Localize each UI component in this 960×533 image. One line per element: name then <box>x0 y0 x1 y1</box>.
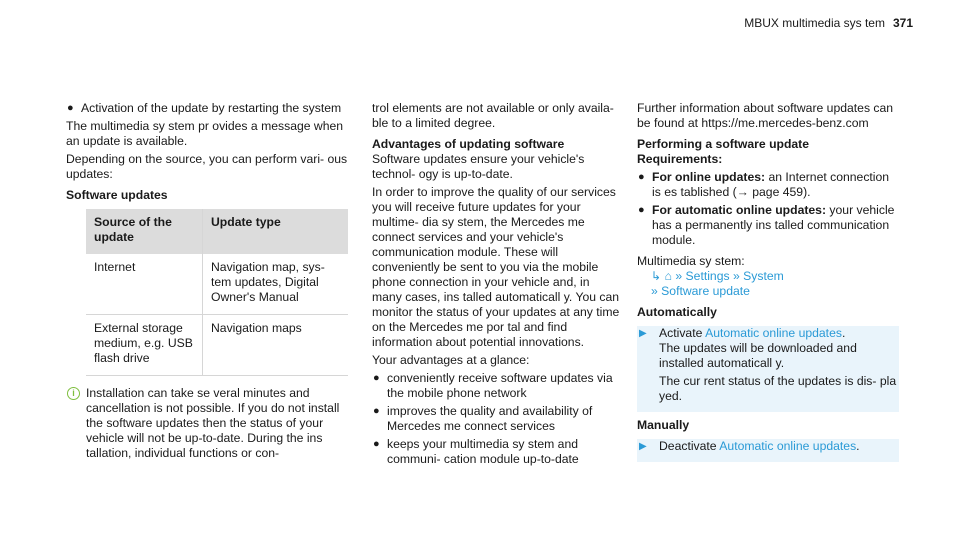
step-text: Activate <box>659 326 706 340</box>
list-item <box>372 437 622 467</box>
paragraph: Multimedia sy stem: <box>637 254 745 268</box>
table-row <box>86 315 348 376</box>
step-text: . <box>856 439 860 453</box>
path-settings: Settings <box>685 269 730 283</box>
instruction-step <box>637 439 899 462</box>
paragraph: Depending on the source, you can perform vari- ous updates: <box>66 152 348 181</box>
bullet-icon: ● <box>373 438 380 450</box>
step-text: Deactivate <box>659 439 720 453</box>
list-item <box>637 203 899 248</box>
paragraph: Software updates ensure your vehicle's technol- ogy is up-to-date. <box>372 152 585 181</box>
menu-path <box>637 284 899 299</box>
bullet-icon: ● <box>638 204 645 216</box>
column-2 <box>372 101 622 467</box>
list-item-label: For automatic online updates: <box>652 203 827 217</box>
requirements-label: Requirements: <box>637 152 723 166</box>
table-row <box>86 254 348 315</box>
path-system: System <box>743 269 784 283</box>
header-title: MBUX multimedia sys tem <box>744 16 885 30</box>
section-heading: Performing a software update <box>637 137 810 151</box>
list-item <box>66 101 352 116</box>
table-header: Update type <box>203 209 349 254</box>
list-item-text: your vehicle has a permanently ins talled communication module. <box>652 203 895 247</box>
page-header <box>744 16 913 31</box>
list-item <box>372 404 622 434</box>
table-cell: Navigation maps <box>203 315 349 376</box>
column-1 <box>66 101 352 461</box>
section-heading: Automatically <box>637 305 717 319</box>
table-cell: External storage medium, e.g. USB flash drive <box>86 315 203 376</box>
paragraph: The updates will be downloaded and installed automaticall y. <box>659 341 857 370</box>
menu-link: Automatic online updates <box>719 439 857 453</box>
note-text: Installation can take se veral minutes and cancellation is not possible. If you do not install the software updates then the status of your vehicle will not be up-to-date. During the ins tallation, individual functions or con- <box>86 386 340 460</box>
bullet-icon: ● <box>373 372 380 384</box>
table-cell: Navigation map, sys- tem updates, Digital Owner's Manual <box>203 254 349 315</box>
section-heading: Advantages of updating software <box>372 137 565 151</box>
menu-link: Automatic online updates <box>705 326 842 340</box>
instruction-step <box>637 326 899 412</box>
table-cell: Internet <box>86 254 203 315</box>
double-chevron-icon: » <box>675 269 683 283</box>
paragraph: trol elements are not available or only availa- ble to a limited degree. <box>372 101 614 130</box>
list-item-text: keeps your multimedia sy stem and communi- cation module up-to-date <box>387 437 579 466</box>
bullet-icon: ● <box>638 171 645 183</box>
paragraph: The cur rent status of the updates is dis- pla yed. <box>659 374 897 403</box>
list-item-text: improves the quality and availability of Mercedes me connect services <box>387 404 593 433</box>
section-heading: Software updates <box>66 188 168 202</box>
list-item-text: Activation of the update by restarting the system <box>81 101 342 115</box>
info-note <box>66 386 352 461</box>
paragraph: Your advantages at a glance: <box>372 353 530 367</box>
section-heading: Manually <box>637 418 690 432</box>
table-header: Source of the update <box>86 209 203 254</box>
info-icon: i <box>67 387 80 400</box>
paragraph: In order to improve the quality of our services you will receive future updates for your multime- dia sy stem, the Mercedes me connect services and your vehicle's communication module. These will conveniently be sent to you via the mobile phone connection in your vehicle and, in many cases, ins talled automaticall y. You can monitor the status of your updates at any time on the Mercedes me por tal and find information about potential innovations. <box>372 185 620 349</box>
list-item-text: conveniently receive software updates via the mobile phone network <box>387 371 613 400</box>
return-arrow-icon: ↳ <box>651 269 662 283</box>
menu-path <box>637 269 899 284</box>
step-arrow-icon: ▶ <box>639 328 647 339</box>
paragraph: Further information about software updates can be found at https://me.mercedes-benz.com <box>637 101 894 130</box>
paragraph: The multimedia sy stem pr ovides a message when an update is available. <box>66 119 344 148</box>
path-software-update: Software update <box>661 284 750 298</box>
list-item-text: an Internet connection is es tablished (→ page 459). <box>652 170 890 199</box>
step-text: . <box>841 326 846 340</box>
home-icon: ⌂ <box>664 269 672 283</box>
list-item <box>637 170 899 200</box>
double-chevron-icon: » <box>651 284 658 298</box>
column-3 <box>637 101 899 462</box>
list-item <box>372 371 622 401</box>
double-chevron-icon: » <box>732 269 740 283</box>
bullet-icon: ● <box>67 102 74 114</box>
update-table <box>86 209 348 376</box>
page-number: 371 <box>892 16 913 30</box>
list-item-label: For online updates: <box>652 170 766 184</box>
step-arrow-icon: ▶ <box>639 441 647 452</box>
bullet-icon: ● <box>373 405 380 417</box>
